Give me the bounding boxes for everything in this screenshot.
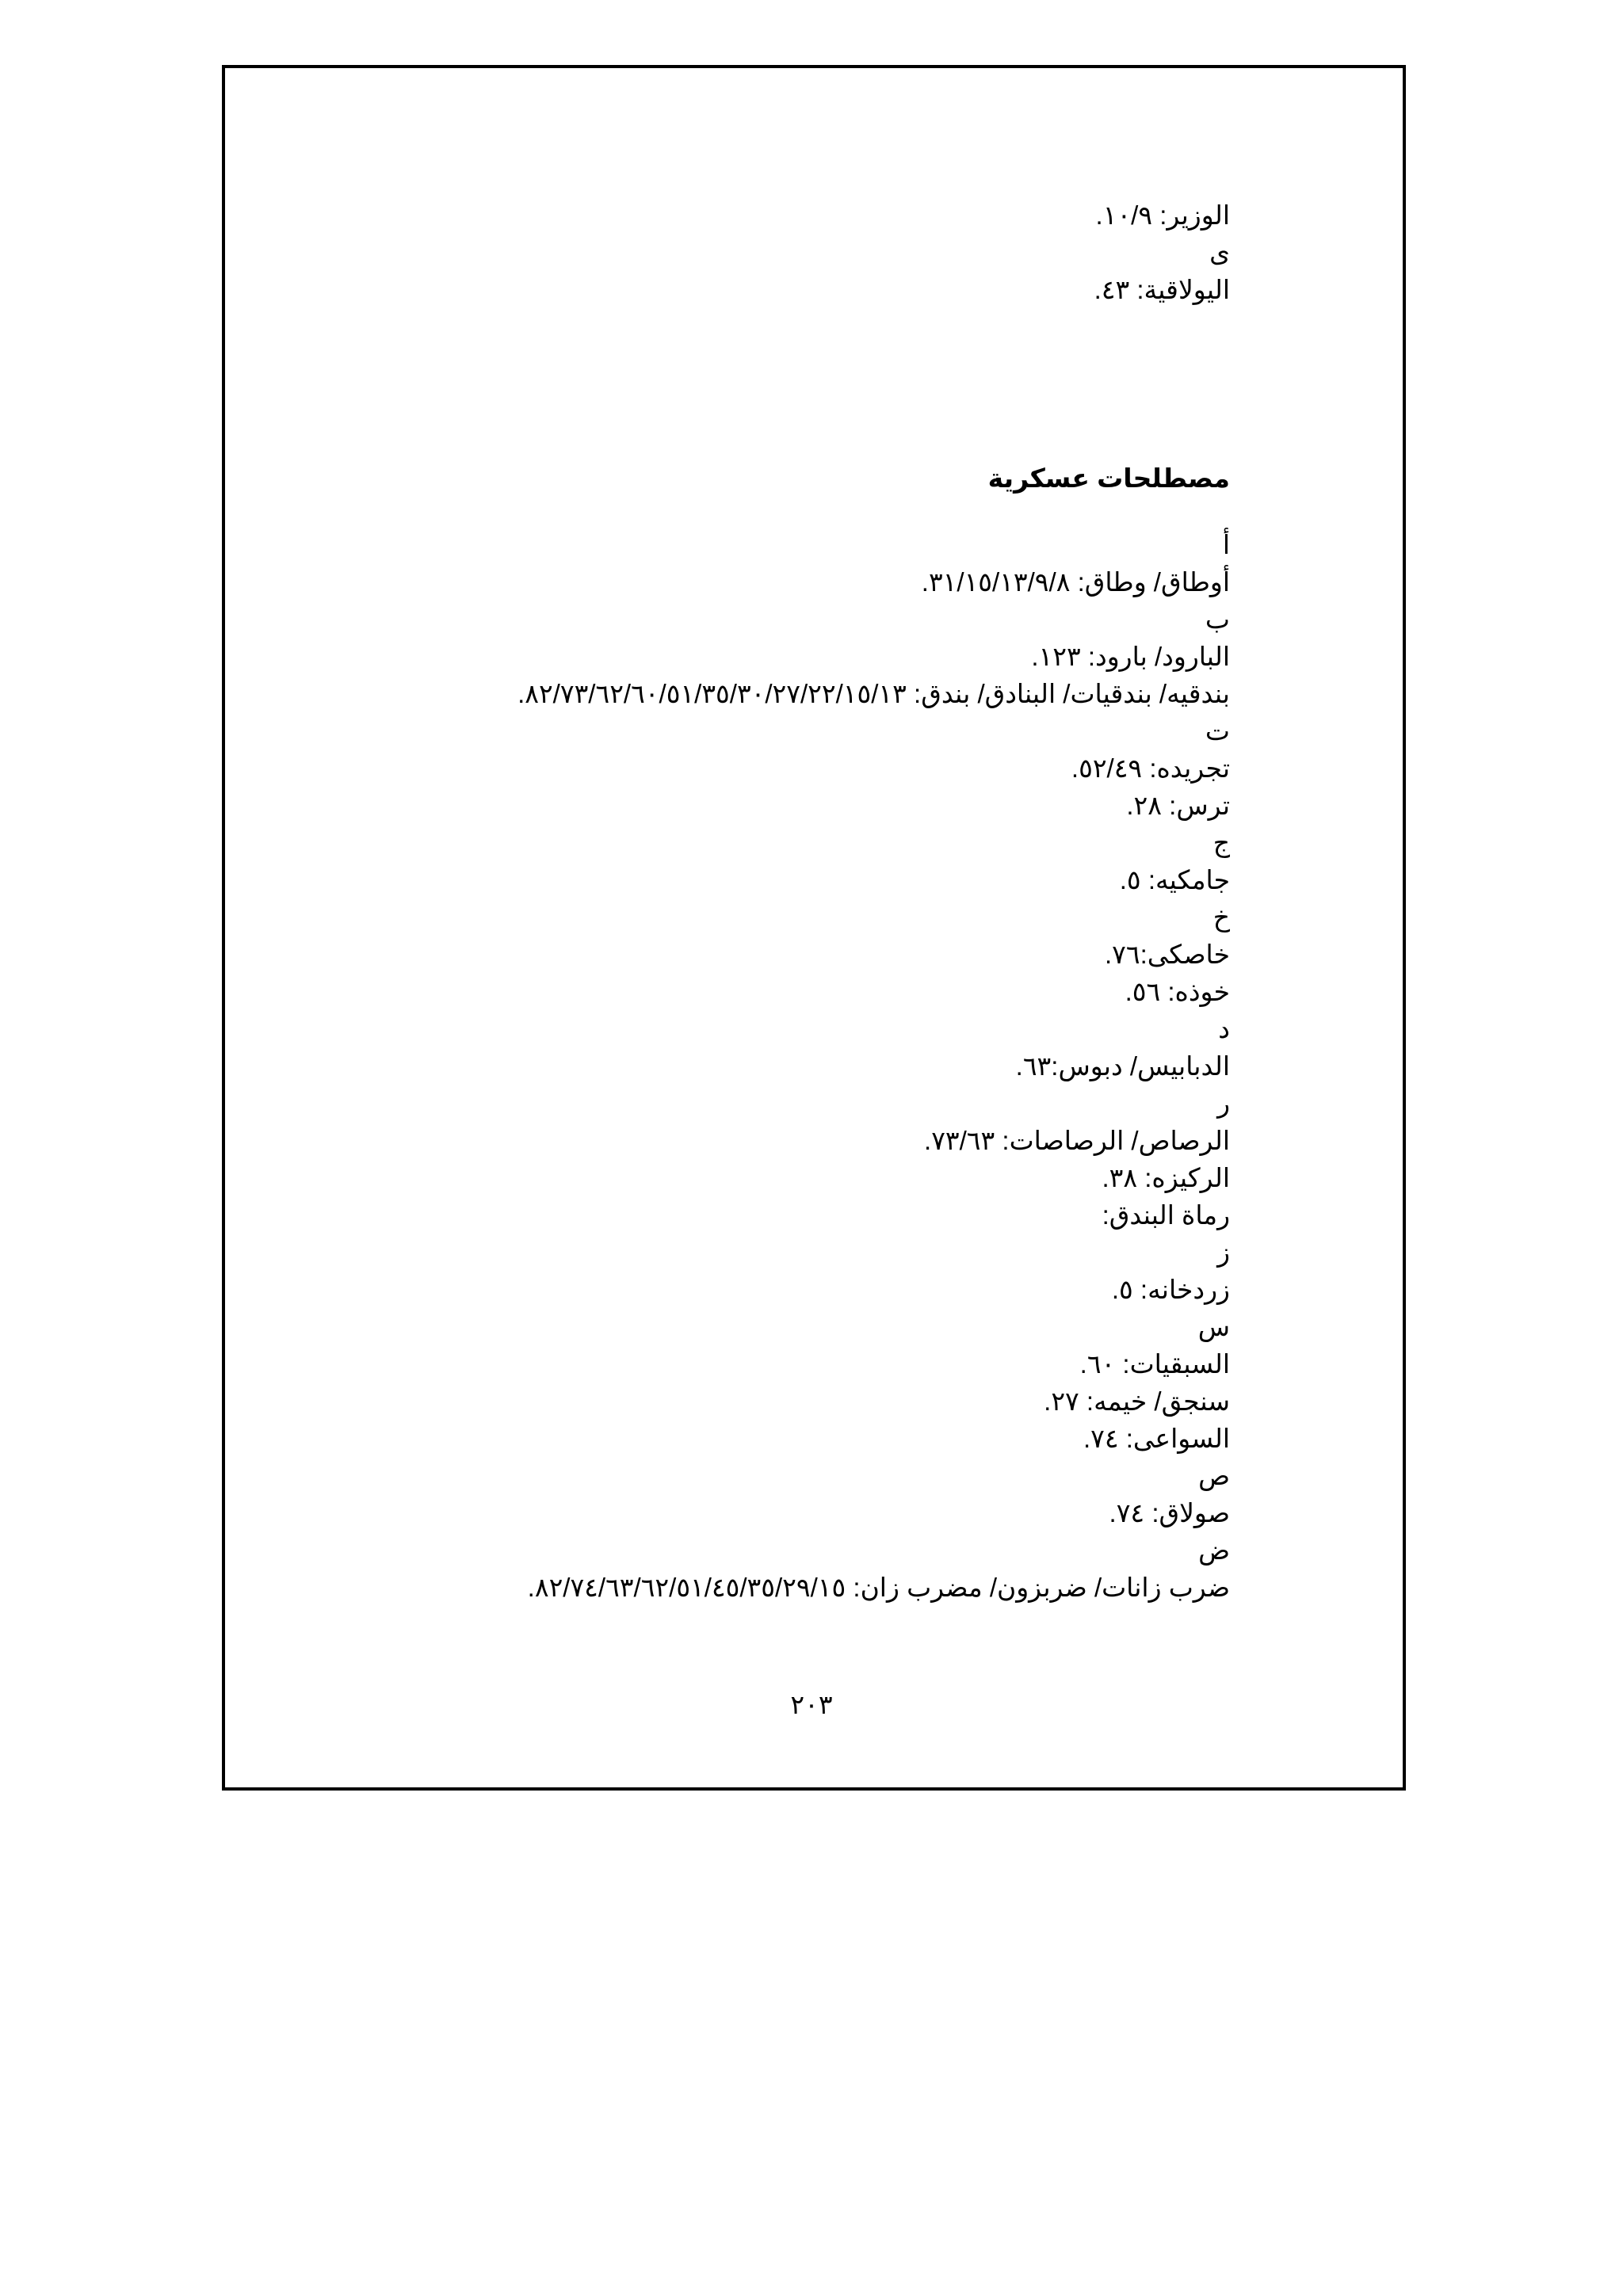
index-entry: جامكيه: ٥.: [1119, 865, 1230, 894]
page-number: ٢٠٣: [790, 1690, 833, 1719]
index-entry: الرصاص/ الرصاصات: ٧٣/٦٣.: [924, 1126, 1230, 1155]
index-entry: الدبابيس/ دبوس:٦٣.: [1015, 1051, 1230, 1081]
index-entry: السواعى: ٧٤.: [1083, 1424, 1230, 1453]
index-letter-heading: ج: [1212, 828, 1230, 857]
index-entry: اليولاقية: ٤٣.: [1094, 275, 1230, 304]
index-entry: تجريده: ٥٢/٤٩.: [1071, 753, 1230, 783]
index-entry: البارود/ بارود: ١٢٣.: [1031, 642, 1230, 671]
index-entry: رماة البندق:: [1102, 1200, 1230, 1230]
index-letter-heading: ص: [1198, 1461, 1230, 1490]
top-entries: [1094, 196, 1230, 308]
index-letter-heading: ب: [1205, 605, 1230, 634]
index-entry: زردخانه: ٥.: [1111, 1275, 1230, 1304]
index-entry: السبقيات: ٦٠.: [1079, 1349, 1230, 1379]
index-letter-heading: ز: [1217, 1238, 1230, 1267]
section-title: مصطلحات عسكرية: [987, 463, 1230, 493]
index-letter-heading: أ: [1222, 530, 1230, 559]
index-letter-heading: د: [1218, 1014, 1230, 1043]
index-entry: الوزير: ١٠/٩.: [1095, 200, 1230, 230]
index-entry: سنجق/ خيمه: ٢٧.: [1044, 1386, 1230, 1416]
index-letter-heading: ى: [1209, 238, 1230, 267]
index-entry: بندقيه/ بندقيات/ البنادق/ بندق: ٨٢/٧٣/٦٢/٦٠/٥١/٣٥/٣٠/٢٧/٢٢/١٥/١٣.: [517, 679, 1230, 708]
index-entry: الركيزه: ٣٨.: [1102, 1163, 1230, 1192]
index-entry: ضرب زانات/ ضربزون/ مضرب زان: ٨٢/٧٤/٦٣/٦٢/٥١/٤٥/٣٥/٢٩/١٥.: [527, 1573, 1230, 1602]
index-letter-heading: ض: [1198, 1535, 1230, 1565]
index-entry: خوذه: ٥٦.: [1125, 977, 1230, 1006]
index-entry: خاصكى:٧٦.: [1105, 940, 1230, 969]
index-entry: ترس: ٢٨.: [1126, 791, 1230, 820]
index-entry: صولاق: ٧٤.: [1109, 1498, 1230, 1527]
index-letter-heading: ت: [1205, 716, 1230, 746]
index-letter-heading: خ: [1212, 902, 1230, 932]
index-entry: أوطاق/ وطاق: ٣١/١٥/١٣/٩/٨.: [921, 567, 1230, 597]
index-letter-heading: ر: [1217, 1089, 1230, 1118]
military-terms-list: [517, 526, 1230, 1606]
index-letter-heading: س: [1197, 1312, 1230, 1341]
